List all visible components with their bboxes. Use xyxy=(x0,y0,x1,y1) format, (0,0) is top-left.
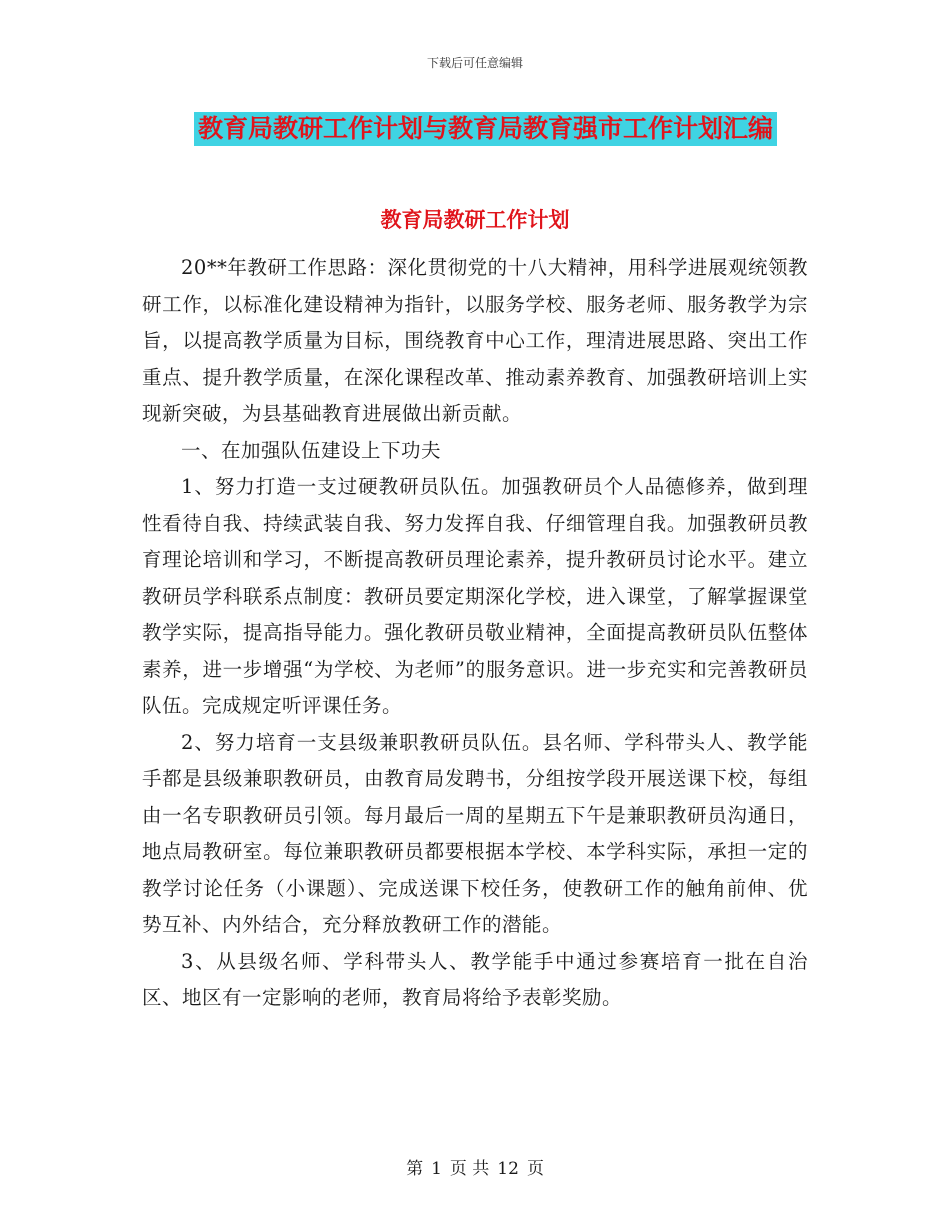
paragraph-heading-one: 一、在加强队伍建设上下功夫 xyxy=(181,438,442,462)
paragraph-item-3: 3、从县级名师、学科带头人、教学能手中通过参赛培育一批在自治区、地区有一定影响的老师，教育局将给予表彰奖励。 xyxy=(142,949,808,1009)
header-note: 下载后可任意编辑 xyxy=(426,56,523,70)
paragraph-item-2: 2、努力培育一支县级兼职教研员队伍。县名师、学科带头人、教学能手都是县级兼职教研员，由教育局发聘书，分组按学段开展送课下校，每组由一名专职教研员引领。每月最后一周的星期五下午是兼职教研员沟通日，地点局教研室。每位兼职教研员都要根据本学校、本学科实际，承担一定的教学讨论任务（小课题）、完成送课下校任务，使教研工作的触角前伸、优势互补、内外结合，充分释放教研工作的潜能。 xyxy=(142,730,808,936)
paragraph-intro: 20**年教研工作思路：深化贯彻党的十八大精神，用科学进展观统领教研工作，以标准化建设精神为指针，以服务学校、服务老师、服务教学为宗旨，以提高教学质量为目标，围绕教育中心工作，理清进展思路、突出工作重点、提升教学质量，在深化课程改革、推动素养教育、加强教研培训上实现新突破，为县基础教育进展做出新贡献。 xyxy=(142,256,808,425)
paragraph-item-1: 1、努力打造一支过硬教研员队伍。加强教研员个人品德修养，做到理性看待自我、持续武装自我、努力发挥自我、仔细管理自我。加强教研员教育理论培训和学习，不断提高教研员理论素养，提升教研员讨论水平。建立教研员学科联系点制度：教研员要定期深化学校，进入课堂，了解掌握课堂教学实际，提高指导能力。强化教研员敬业精神，全面提高教研员队伍整体素养，进一步增强“为学校、为老师”的服务意识。进一步充实和完善教研员队伍。完成规定听评课任务。 xyxy=(142,475,808,717)
document-body xyxy=(142,250,808,1017)
document-title: 教育局教研工作计划与教育局教育强市工作计划汇编 xyxy=(194,112,777,146)
section-title: 教育局教研工作计划 xyxy=(380,208,570,232)
footer-prefix: 第 xyxy=(406,1159,424,1179)
footer-page-number: 1 xyxy=(431,1159,442,1179)
footer-middle: 页 共 xyxy=(449,1159,490,1179)
footer-suffix: 页 xyxy=(526,1159,544,1179)
page-footer xyxy=(0,1154,950,1179)
footer-total-pages: 12 xyxy=(497,1159,519,1179)
